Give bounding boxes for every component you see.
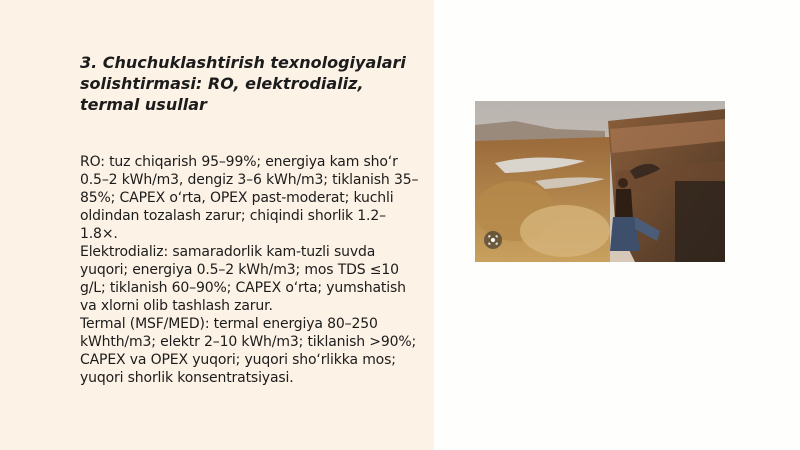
paragraph-electrodialysis: Elektrodializ: samaradorlik kam-tuzli suvda yuqori; energiya 0.5–2 kWh/m3; mos TDS ≤10 g/L; tiklanish 60–90%; CAPEX o‘rta; yumshatish va xlorni olib tashlash zarur. xyxy=(80,244,406,314)
paragraph-ro: RO: tuz chiqarish 95–99%; energiya kam sho‘r 0.5–2 kWh/m3, dengiz 3–6 kWh/m3; tiklanish 35–85%; CAPEX o‘rta, OPEX past-moderat; kuchli oldindan tozalash zarur; chiqindi shorlik 1.2–1.8×. xyxy=(80,154,419,242)
paragraph-thermal: Termal (MSF/MED): termal energiya 80–250 kWhth/m3; elektr 2–10 kWh/m3; tiklanish >90%; CAPEX va OPEX yuqori; yuqori sho‘rlikka mos; yuqori shorlik konsentratsiyasi. xyxy=(80,316,417,386)
lens-icon[interactable] xyxy=(484,231,502,249)
desert-photo xyxy=(475,101,725,262)
slide-body xyxy=(80,153,420,387)
slide-title: 3. Chuchuklashtirish texnologiyalari solishtirmasi: RO, elektrodializ, termal usullar xyxy=(80,53,406,114)
